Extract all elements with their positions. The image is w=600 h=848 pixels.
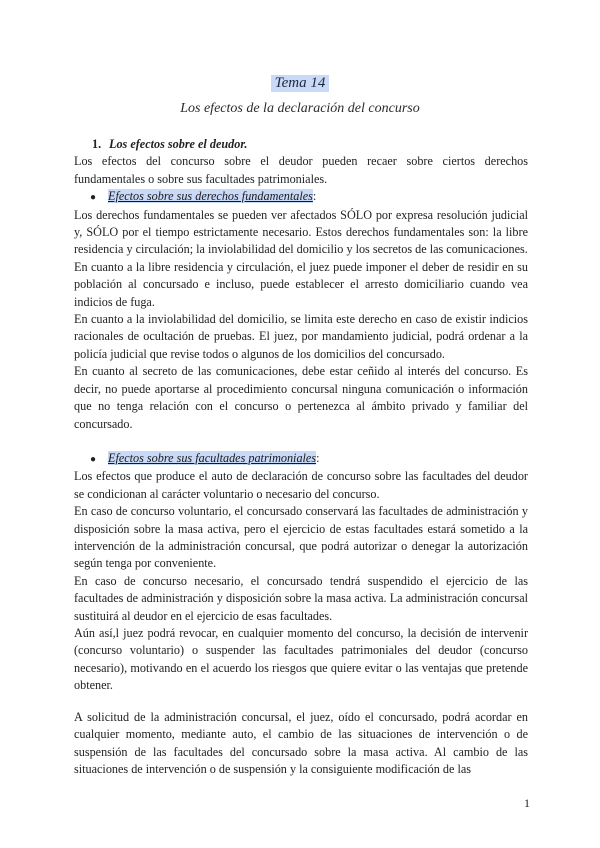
paragraph: En caso de concurso necesario, el concursado tendrá suspendido el ejercicio de las facultades de administración y disposición sobre la masa activa. La administración concursal sustituirá al deudor en el ejercicio de esas facultades. xyxy=(74,573,528,623)
bullet-dot-icon: ● xyxy=(90,192,97,204)
bullet-suffix: : xyxy=(316,450,320,465)
bullet-derechos-fundamentales xyxy=(74,188,528,206)
paragraph: En caso de concurso voluntario, el concursado conservará las facultades de administración y disposición sobre la masa activa, pero el ejercicio de estas facultades estará sometido a la intervención de la administración concursal, que podrá autorizar o denegar la autorización según tenga por conveniente. xyxy=(74,504,528,571)
paragraph: Los efectos que produce el auto de declaración de concurso sobre las facultades del deudor se condicionan al carácter voluntario o necesario del concurso. xyxy=(74,469,528,501)
spacer xyxy=(74,433,528,450)
page-number: 1 xyxy=(524,796,530,810)
section-heading xyxy=(74,136,528,153)
section-intro: Los efectos del concurso sobre el deudor pueden recaer sobre ciertos derechos fundamentales o sobre sus facultades patrimoniales. xyxy=(74,154,528,186)
document-title: Tema 14 xyxy=(271,75,330,92)
paragraph: En cuanto a la libre residencia y circulación, el juez puede imponer el deber de residir en su población al concursado e incluso, puede establecer el arresto domiciliario cuando vea indicios de fuga. xyxy=(74,259,528,309)
bullet-facultades-patrimoniales xyxy=(74,450,528,468)
paragraph: Aún así,l juez podrá revocar, en cualquier momento del concurso, la decisión de intervenir (concurso voluntario) o suspender las facultades patrimoniales del deudor (concurso necesario), motivando en el acuerdo los riesgos que quiere evitar o las ventajas que pretende obtener. xyxy=(74,625,528,693)
document-subtitle: Los efectos de la declaración del concurso xyxy=(180,101,420,116)
paragraph: En cuanto al secreto de las comunicaciones, debe estar ceñido al interés del concurso. Es decir, no puede aportarse al procedimiento concursal ninguna comunicación o información que no tenga relación con el concurso o pertenezca al ámbito privado y familiar del concursado. xyxy=(74,364,528,431)
bullet-dot-icon: ● xyxy=(90,453,97,465)
section-heading-text: Los efectos sobre el deudor. xyxy=(109,137,248,151)
closing-paragraph: A solicitud de la administración concursal, el juez, oído el concursado, podrá acordar en cualquier momento, mediante auto, el cambio de las situaciones de intervención o de suspensión de las facultades del concursado sobre la masa activa. Al cambio de las situaciones de intervención o de suspensión y la consiguiente modificación de las xyxy=(74,710,528,777)
bullet-label: Efectos sobre sus facultades patrimoniales xyxy=(108,450,317,465)
closing-section xyxy=(74,709,528,779)
paragraph: En cuanto a la inviolabilidad del domicilio, se limita este derecho en caso de existir indicios racionales de ocultación de pruebas. El juez, por mandamiento judicial, podrá ordenar a la policía judicial que revise todos o algunos de los domicilios del concursado. xyxy=(74,312,528,361)
title-wrap xyxy=(0,74,600,92)
bullet-label: Efectos sobre sus derechos fundamentales xyxy=(108,189,313,204)
bullet-suffix: : xyxy=(312,189,317,204)
section-number: 1. xyxy=(92,137,102,151)
paragraph: Los derechos fundamentales se pueden ver afectados SÓLO por expresa resolución judicial y, SÓLO por el tiempo estrictamente necesario. Estos derechos fundamentales son: la libre residencia y circulación; la inviolabilidad del domicilio y los secretos de las comunicaciones. xyxy=(74,207,528,257)
section-1 xyxy=(74,136,528,695)
